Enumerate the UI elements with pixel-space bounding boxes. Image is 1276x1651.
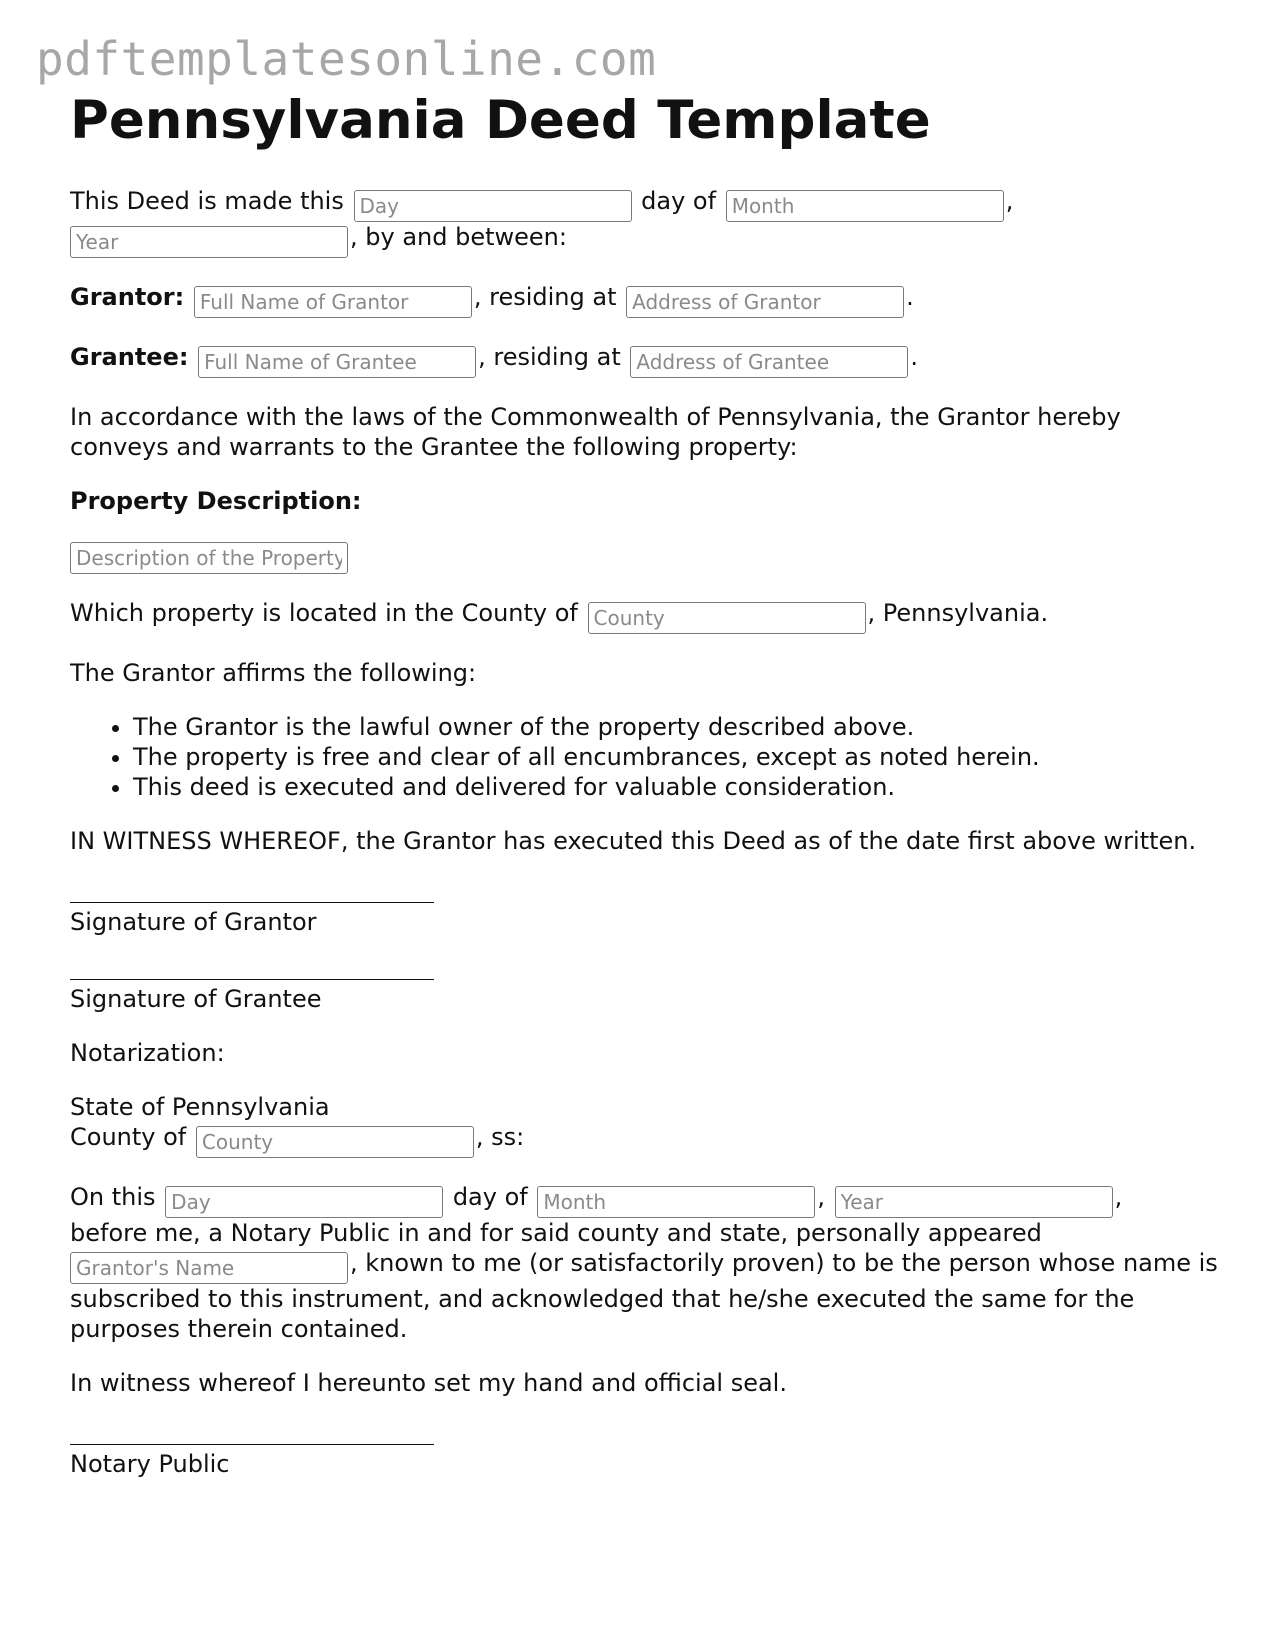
affirm-intro: The Grantor affirms the following: (70, 659, 477, 687)
property-heading: Property Description: (70, 487, 362, 515)
notary-venue (70, 1092, 1220, 1158)
grantor-name-input[interactable] (194, 286, 472, 318)
notary-month-input[interactable] (537, 1186, 815, 1218)
grantor-signature-line[interactable] (70, 884, 434, 903)
deed-year-input[interactable] (70, 226, 348, 258)
notary-county-suffix: , ss: (475, 1123, 525, 1151)
grantor-address-input[interactable] (626, 286, 904, 318)
notary-county-input[interactable] (196, 1126, 474, 1158)
notary-state-line: State of Pennsylvania (70, 1093, 330, 1121)
intro-day-of: day of (641, 187, 717, 215)
grantee-signature-block (70, 961, 1220, 1014)
notary-known-text: , known to me (or satisfactorily proven) to be the person whose name is subscribed to this instrument, and acknowledged that he/she executed the same for the purposes therein contained. (70, 1249, 1218, 1343)
grantee-address-input[interactable] (630, 346, 908, 378)
intro-paragraph (70, 186, 1220, 258)
notary-on-this: On this (70, 1183, 156, 1211)
conveyance-paragraph: In accordance with the laws of the Commonwealth of Pennsylvania, the Grantor hereby conveys and warrants to the Grantee the following property: (70, 403, 1121, 461)
grantee-signature-label: Signature of Grantee (70, 985, 322, 1013)
property-county-input[interactable] (588, 602, 866, 634)
deed-day-input[interactable] (354, 190, 632, 222)
grantor-signature-label: Signature of Grantor (70, 908, 317, 936)
witness-paragraph: IN WITNESS WHEREOF, the Grantor has executed this Deed as of the date first above written. (70, 827, 1197, 855)
intro-suffix: , by and between: (350, 223, 567, 251)
intro-prefix: This Deed is made this (70, 187, 344, 215)
property-county-suffix: , Pennsylvania. (867, 599, 1049, 627)
grantor-signature-block (70, 884, 1220, 937)
grantee-line (70, 342, 1220, 378)
notary-day-of: day of (452, 1183, 528, 1211)
notary-year-input[interactable] (835, 1186, 1113, 1218)
notary-acknowledgment (70, 1182, 1220, 1344)
deed-month-input[interactable] (726, 190, 1004, 222)
notary-before-me: before me, a Notary Public in and for said county and state, personally appeared (70, 1219, 1042, 1247)
grantor-end: . (906, 283, 914, 311)
grantee-end: . (910, 343, 919, 371)
notary-county-prefix: County of (70, 1123, 187, 1151)
grantor-line (70, 282, 1220, 318)
list-item: • The Grantor is the lawful owner of the property described above. (133, 712, 1220, 742)
property-description-input[interactable] (70, 542, 348, 574)
notary-seal-text: In witness whereof I hereunto set my hand and official seal. (70, 1369, 787, 1397)
notary-signature-line[interactable] (70, 1426, 434, 1445)
notary-comma-2: , (1114, 1183, 1123, 1211)
notary-day-input[interactable] (165, 1186, 443, 1218)
grantee-name-input[interactable] (198, 346, 476, 378)
notary-signature-label: Notary Public (70, 1450, 230, 1478)
grantee-residing: , residing at (478, 343, 621, 371)
list-item: • This deed is executed and delivered for valuable consideration. (133, 772, 1220, 802)
property-county-prefix: Which property is located in the County of (70, 599, 578, 627)
grantor-residing: , residing at (473, 283, 617, 311)
deed-document (70, 90, 1220, 1503)
grantee-signature-line[interactable] (70, 961, 434, 980)
intro-comma: , (1005, 187, 1014, 215)
property-county-line (70, 598, 1220, 634)
page-title: Pennsylvania Deed Template (70, 90, 931, 151)
notary-signature-block (70, 1426, 1220, 1479)
grantee-label: Grantee: (70, 343, 189, 371)
notary-comma: , (817, 1183, 825, 1211)
notarization-heading: Notarization: (70, 1039, 225, 1067)
affirmation-list (70, 712, 1220, 802)
watermark: pdftemplatesonline.com (36, 32, 657, 86)
list-item: • The property is free and clear of all encumbrances, except as noted herein. (133, 742, 1220, 772)
notary-grantor-name-input[interactable] (70, 1252, 348, 1284)
grantor-label: Grantor: (70, 283, 185, 311)
property-description-line (70, 538, 1220, 574)
